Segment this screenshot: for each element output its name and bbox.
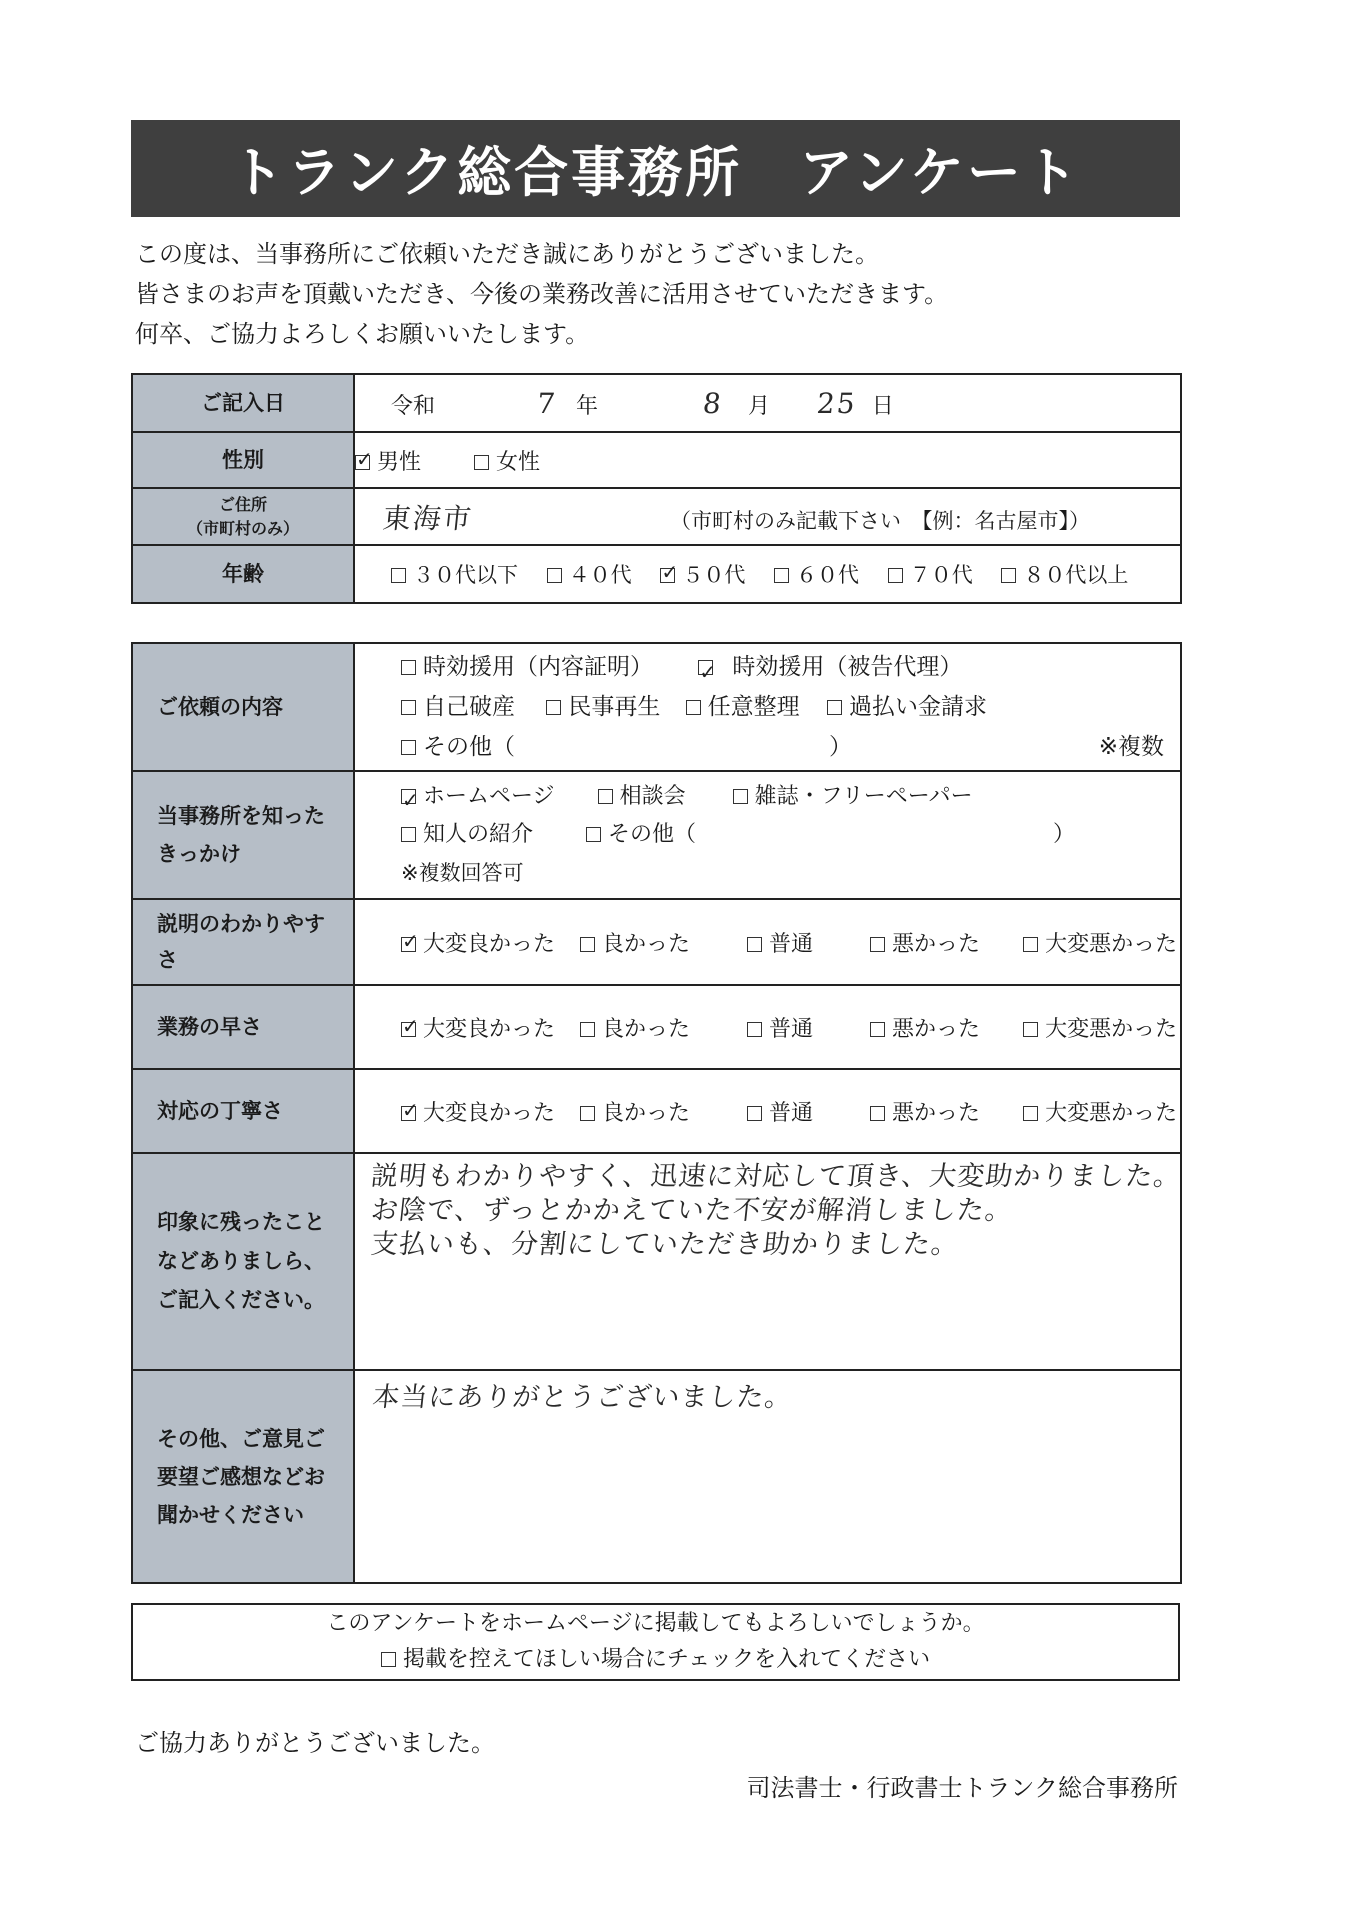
checkbox-icon[interactable] bbox=[474, 455, 489, 470]
source-label: 当事務所を知った きっかけ bbox=[132, 771, 354, 899]
request-option-other[interactable]: その他（ bbox=[401, 727, 515, 767]
checkbox-icon[interactable] bbox=[598, 789, 613, 804]
age-option[interactable]: ３０代以下 bbox=[391, 559, 518, 589]
checkbox-icon[interactable] bbox=[827, 700, 842, 715]
rating-option[interactable]: 大変悪かった bbox=[1023, 1096, 1177, 1127]
source-option[interactable]: ✓ホームページ bbox=[401, 778, 555, 816]
rating-option[interactable]: 悪かった bbox=[870, 1012, 980, 1043]
request-option[interactable]: 民事再生 bbox=[546, 687, 660, 727]
checkbox-icon[interactable] bbox=[391, 568, 406, 583]
checkbox-icon[interactable] bbox=[580, 1022, 595, 1037]
checkbox-icon[interactable] bbox=[1001, 568, 1016, 583]
rating-option[interactable]: 悪かった bbox=[870, 1096, 980, 1127]
age-option[interactable]: ✓ ５０代 bbox=[660, 559, 745, 589]
courtesy-label: 対応の丁寧さ bbox=[132, 1069, 354, 1153]
gender-label: 性別 bbox=[132, 432, 354, 488]
checkbox-icon[interactable] bbox=[747, 937, 762, 952]
year-unit: 年 bbox=[576, 393, 599, 419]
checkbox-icon[interactable] bbox=[580, 1106, 595, 1121]
gender-female-option[interactable]: 女性 bbox=[474, 445, 540, 476]
checkbox-icon[interactable] bbox=[774, 568, 789, 583]
gender-male-option[interactable]: ✓ 男性 bbox=[355, 445, 421, 476]
checkbox-icon[interactable] bbox=[870, 1106, 885, 1121]
rating-option[interactable]: 大変悪かった bbox=[1023, 927, 1177, 958]
checkbox-checked-icon[interactable] bbox=[698, 660, 713, 675]
checkbox-icon[interactable] bbox=[870, 1022, 885, 1037]
impression-textarea[interactable] bbox=[354, 1153, 1184, 1370]
impression-line: お陰で、ずっとかかえていた不安が解消しました。 bbox=[369, 1195, 1015, 1226]
other-comments-label: その他、ご意見ご 要望ご感想などお 聞かせください bbox=[132, 1370, 354, 1583]
impression-line: 説明もわかりやすく、迅速に対応して頂き、大変助かりました。 bbox=[369, 1161, 1184, 1192]
rating-option[interactable]: ✓ 大変良かった bbox=[401, 1096, 555, 1127]
checkbox-checked-icon[interactable] bbox=[401, 937, 416, 952]
month-unit: 月 bbox=[748, 393, 771, 419]
age-option[interactable]: ６０代 bbox=[774, 559, 859, 589]
request-note: ※複数 bbox=[1098, 734, 1164, 760]
survey-table bbox=[131, 642, 1182, 1584]
rating-option[interactable]: 良かった bbox=[580, 1096, 690, 1127]
request-option[interactable]: ✓ 時効援用（被告代理） bbox=[698, 647, 962, 687]
checkbox-icon[interactable] bbox=[747, 1022, 762, 1037]
checkbox-icon[interactable] bbox=[586, 827, 601, 842]
date-label: ご記入日 bbox=[132, 374, 354, 432]
other-comments-textarea[interactable] bbox=[354, 1370, 1181, 1583]
age-field bbox=[354, 545, 1181, 603]
source-options bbox=[354, 771, 1181, 899]
intro-text bbox=[135, 234, 1175, 354]
request-option[interactable]: 任意整理 bbox=[686, 687, 800, 727]
address-value[interactable]: 東海市 bbox=[381, 501, 475, 535]
closing-message: ご協力ありがとうございました。 bbox=[135, 1729, 495, 1757]
checkbox-icon[interactable] bbox=[401, 740, 416, 755]
request-option[interactable]: 時効援用（内容証明） bbox=[401, 647, 653, 687]
request-other-close: ） bbox=[829, 734, 852, 760]
request-options bbox=[354, 643, 1181, 771]
checkbox-icon[interactable] bbox=[401, 700, 416, 715]
checkbox-icon[interactable] bbox=[547, 568, 562, 583]
office-signature: 司法書士・行政書士トランク総合事務所 bbox=[746, 1774, 1178, 1802]
age-label: 年齢 bbox=[132, 545, 354, 603]
survey-title: トランク総合事務所 アンケート bbox=[131, 120, 1180, 217]
publish-optout-option[interactable]: 掲載を控えてほしい場合にチェックを入れてください bbox=[381, 1642, 930, 1678]
checkbox-icon[interactable] bbox=[686, 700, 701, 715]
rating-option[interactable]: 良かった bbox=[580, 1012, 690, 1043]
source-option[interactable]: 雑誌・フリーペーパー bbox=[733, 778, 973, 816]
checkbox-icon[interactable] bbox=[870, 937, 885, 952]
rating-option[interactable]: ✓大変良かった bbox=[401, 927, 555, 958]
rating-option[interactable]: 普通 bbox=[747, 1012, 813, 1043]
checkbox-checked-icon[interactable] bbox=[660, 568, 675, 583]
rating-option[interactable]: 良かった bbox=[580, 927, 690, 958]
courtesy-rating bbox=[354, 1069, 1181, 1153]
request-option[interactable]: 過払い金請求 bbox=[827, 687, 987, 727]
clarity-rating bbox=[354, 899, 1181, 985]
checkbox-icon[interactable] bbox=[401, 827, 416, 842]
basic-info-table bbox=[131, 373, 1182, 604]
date-field[interactable] bbox=[354, 374, 1181, 432]
checkbox-icon[interactable] bbox=[546, 700, 561, 715]
checkbox-icon[interactable] bbox=[747, 1106, 762, 1121]
intro-line: 何卒、ご協力よろしくお願いいたします。 bbox=[135, 320, 590, 348]
gender-field bbox=[354, 432, 1181, 488]
age-option[interactable]: ７０代 bbox=[888, 559, 973, 589]
rating-option[interactable]: 大変悪かった bbox=[1023, 1012, 1177, 1043]
source-option-other[interactable]: その他（ bbox=[586, 816, 696, 854]
rating-option[interactable]: 普通 bbox=[747, 1096, 813, 1127]
age-option[interactable]: ８０代以上 bbox=[1001, 559, 1128, 589]
checkbox-icon[interactable] bbox=[401, 660, 416, 675]
impression-label: 印象に残ったこと などありましら、 ご記入ください。 bbox=[132, 1153, 354, 1370]
address-note: （市町村のみ記載下さい 【例：名古屋市】） bbox=[670, 508, 1091, 533]
address-field[interactable] bbox=[354, 488, 1181, 545]
checkbox-icon[interactable] bbox=[1023, 1022, 1038, 1037]
rating-option[interactable]: 普通 bbox=[747, 927, 813, 958]
intro-line: 皆さまのお声を頂戴いただき、今後の業務改善に活用させていただきます。 bbox=[135, 280, 949, 308]
clarity-label: 説明のわかりやす さ bbox=[132, 899, 354, 985]
checkbox-checked-icon[interactable] bbox=[401, 1106, 416, 1121]
source-option[interactable]: 相談会 bbox=[598, 778, 686, 816]
rating-option[interactable]: 悪かった bbox=[870, 927, 980, 958]
rating-option[interactable]: ✓ 大変良かった bbox=[401, 1012, 555, 1043]
request-option[interactable]: 自己破産 bbox=[401, 687, 515, 727]
year-value[interactable]: 7 bbox=[535, 386, 559, 420]
checkbox-checked-icon[interactable] bbox=[355, 455, 370, 470]
publish-question: このアンケートをホームページに掲載してもよろしいでしょうか。 bbox=[326, 1611, 985, 1636]
day-value[interactable]: 25 bbox=[815, 386, 859, 420]
impression-line: 支払いも、分割にしていただき助かりました。 bbox=[369, 1229, 961, 1260]
source-option[interactable]: 知人の紹介 bbox=[401, 816, 533, 854]
checkbox-checked-icon[interactable] bbox=[401, 789, 416, 804]
intro-line: この度は、当事務所にご依頼いただき誠にありがとうございました。 bbox=[135, 240, 879, 268]
checkbox-icon[interactable] bbox=[381, 1652, 396, 1667]
day-unit: 日 bbox=[871, 393, 894, 419]
checkbox-icon[interactable] bbox=[1023, 937, 1038, 952]
checkbox-icon[interactable] bbox=[580, 937, 595, 952]
checkbox-icon[interactable] bbox=[1023, 1106, 1038, 1121]
age-option[interactable]: ４０代 bbox=[547, 559, 632, 589]
checkbox-icon[interactable] bbox=[733, 789, 748, 804]
checkbox-icon[interactable] bbox=[888, 568, 903, 583]
checkbox-checked-icon[interactable] bbox=[401, 1022, 416, 1037]
source-note: ※複数回答可 bbox=[401, 861, 524, 885]
speed-label: 業務の早さ bbox=[132, 985, 354, 1069]
request-label: ご依頼の内容 bbox=[132, 643, 354, 771]
month-value[interactable]: 8 bbox=[701, 386, 725, 420]
speed-rating bbox=[354, 985, 1181, 1069]
other-comments-text: 本当にありがとうございました。 bbox=[370, 1382, 795, 1413]
source-other-close: ） bbox=[1053, 822, 1076, 847]
address-label: ご住所 （市町村のみ） bbox=[132, 488, 354, 545]
publish-consent-box bbox=[131, 1603, 1180, 1681]
era: 令和 bbox=[391, 393, 436, 419]
